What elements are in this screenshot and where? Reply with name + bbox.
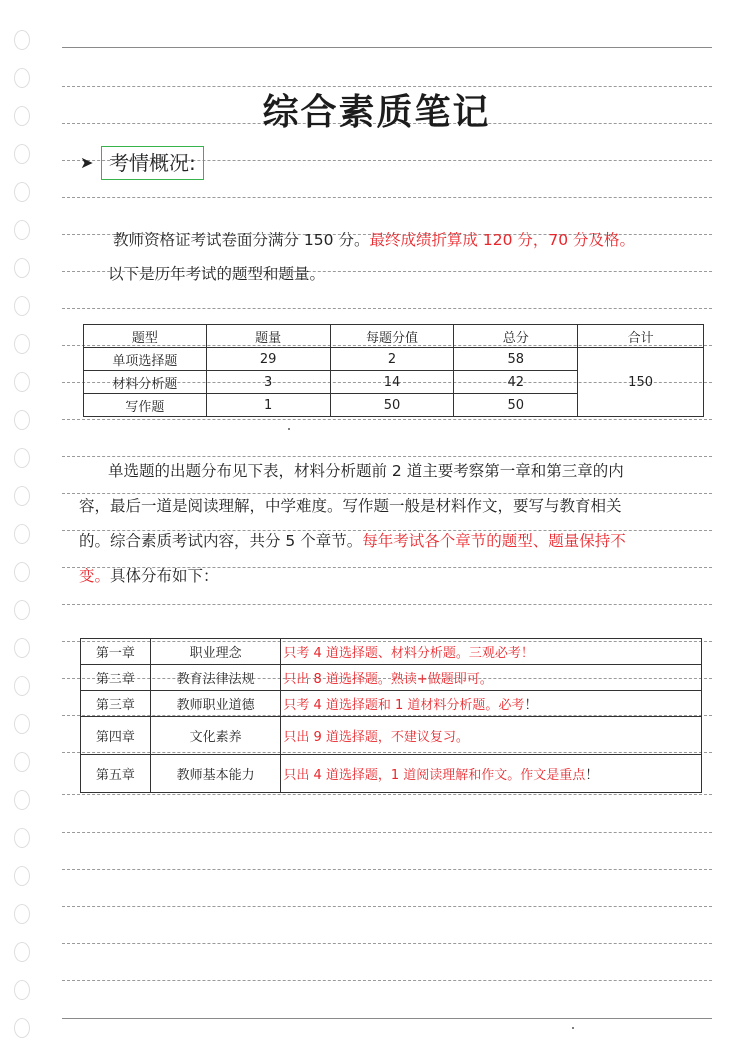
desc-text: ！ xyxy=(524,698,538,713)
table-cell: 50 xyxy=(330,394,454,417)
table-cell: 1 xyxy=(206,394,330,417)
table-cell: 29 xyxy=(206,348,330,371)
chapter-name-cell: 职业理念 xyxy=(150,639,281,665)
table-cell: 2 xyxy=(330,348,454,371)
speck xyxy=(572,1027,574,1029)
binder-hole xyxy=(14,790,30,810)
chapter-name-cell: 教师基本能力 xyxy=(150,755,281,793)
table-header-row xyxy=(84,325,704,348)
header-cell: 每题分值 xyxy=(330,325,454,348)
intro-line-2: 以下是历年考试的题型和题量。 xyxy=(108,265,326,283)
desc-text: ！ xyxy=(585,768,599,783)
binder-hole xyxy=(14,600,30,620)
header-cell: 合计 xyxy=(578,325,704,348)
binder-hole xyxy=(14,942,30,962)
binder-hole xyxy=(14,828,30,848)
binder-hole xyxy=(14,562,30,582)
binder-hole xyxy=(14,676,30,696)
binder-hole xyxy=(14,182,30,202)
score-table xyxy=(83,324,704,417)
explain-line-3 xyxy=(79,529,626,551)
table-row xyxy=(81,665,702,691)
binder-hole xyxy=(14,372,30,392)
intro-line-1 xyxy=(113,228,635,250)
explain-line-1: 单选题的出题分布见下表，材料分析题前 2 道主要考察第一章和第三章的内 xyxy=(108,462,624,480)
chapter-name-cell: 文化素养 xyxy=(150,717,281,755)
chapter-desc-cell xyxy=(281,665,702,691)
ruled-line xyxy=(62,308,712,309)
ruled-line xyxy=(62,832,712,833)
ruled-line xyxy=(62,1018,712,1019)
desc-highlight: 只考 4 道选择题、材料分析题。三观必考！ xyxy=(283,646,534,661)
binder-hole xyxy=(14,1018,30,1038)
binder-hole xyxy=(14,144,30,164)
binder-hole xyxy=(14,30,30,50)
binder-hole xyxy=(14,980,30,1000)
explain-highlight: 每年考试各个章节的题型、题量保持不 xyxy=(362,532,626,550)
binder-hole xyxy=(14,448,30,468)
desc-highlight: 只出 9 道选择题，不建议复习。 xyxy=(283,730,469,745)
table-cell: 58 xyxy=(454,348,578,371)
explain-text: 的。综合素质考试内容，共分 5 个章节。 xyxy=(79,532,363,550)
explain-line-4 xyxy=(79,564,219,586)
ruled-line xyxy=(62,943,712,944)
table-row xyxy=(84,348,704,371)
binder-hole xyxy=(14,410,30,430)
explain-line-2: 容，最后一道是阅读理解，中学难度。写作题一般是材料作文，要写与教育相关 xyxy=(79,497,622,515)
intro-text: 教师资格证考试卷面分满分 150 分。 xyxy=(113,231,370,249)
table-cell: 单项选择题 xyxy=(84,348,207,371)
binder-hole xyxy=(14,486,30,506)
ruled-line xyxy=(62,456,712,457)
chapter-desc-cell xyxy=(281,691,702,717)
ruled-line xyxy=(62,197,712,198)
chapter-cell: 第一章 xyxy=(81,639,151,665)
table-cell: 50 xyxy=(454,394,578,417)
chapter-cell: 第三章 xyxy=(81,691,151,717)
chapter-cell: 第二章 xyxy=(81,665,151,691)
table-cell: 42 xyxy=(454,371,578,394)
binder-hole xyxy=(14,296,30,316)
chapter-cell: 第四章 xyxy=(81,717,151,755)
table-cell: 材料分析题 xyxy=(84,371,207,394)
chapter-cell: 第五章 xyxy=(81,755,151,793)
chapter-table xyxy=(80,638,702,793)
intro-highlight: 最终成绩折算成 120 分，70 分及格。 xyxy=(369,231,636,249)
table-row xyxy=(81,691,702,717)
ruled-line xyxy=(62,47,712,48)
binder-hole xyxy=(14,638,30,658)
ruled-line xyxy=(62,419,712,420)
desc-highlight: 只出 8 道选择题。熟读+做题即可。 xyxy=(283,672,493,687)
header-cell: 题量 xyxy=(206,325,330,348)
section-heading: 考情概况: xyxy=(101,146,204,180)
binder-hole xyxy=(14,866,30,886)
ruled-line xyxy=(62,869,712,870)
desc-highlight: 只出 4 道选择题，1 道阅读理解和作文。作文是重点 xyxy=(283,768,586,783)
page-title: 综合素质笔记 xyxy=(262,92,491,133)
binder-hole xyxy=(14,334,30,354)
total-cell: 150 xyxy=(578,348,704,417)
table-row xyxy=(81,717,702,755)
speck xyxy=(288,428,290,430)
table-row xyxy=(81,639,702,665)
chapter-name-cell: 教师职业道德 xyxy=(150,691,281,717)
table-cell: 3 xyxy=(206,371,330,394)
ruled-line xyxy=(62,980,712,981)
binder-hole xyxy=(14,524,30,544)
chapter-name-cell: 教育法律法规 xyxy=(150,665,281,691)
table-row xyxy=(81,755,702,793)
chapter-desc-cell xyxy=(281,755,702,793)
header-cell: 总分 xyxy=(454,325,578,348)
ruled-line xyxy=(62,906,712,907)
binder-hole xyxy=(14,904,30,924)
table-cell: 14 xyxy=(330,371,454,394)
header-cell: 题型 xyxy=(84,325,207,348)
explain-highlight: 变。 xyxy=(79,567,111,585)
table-cell: 写作题 xyxy=(84,394,207,417)
arrow-bullet-icon: ➤ xyxy=(80,153,94,172)
ruled-line xyxy=(62,794,712,795)
chapter-desc-cell xyxy=(281,639,702,665)
desc-highlight: 只考 4 道选择题和 1 道材料分析题。必考 xyxy=(283,698,525,713)
binder-hole xyxy=(14,752,30,772)
explain-text: 具体分布如下： xyxy=(110,567,219,585)
binder-hole xyxy=(14,220,30,240)
chapter-desc-cell xyxy=(281,717,702,755)
binder-hole xyxy=(14,714,30,734)
binder-hole xyxy=(14,258,30,278)
ruled-line xyxy=(62,604,712,605)
